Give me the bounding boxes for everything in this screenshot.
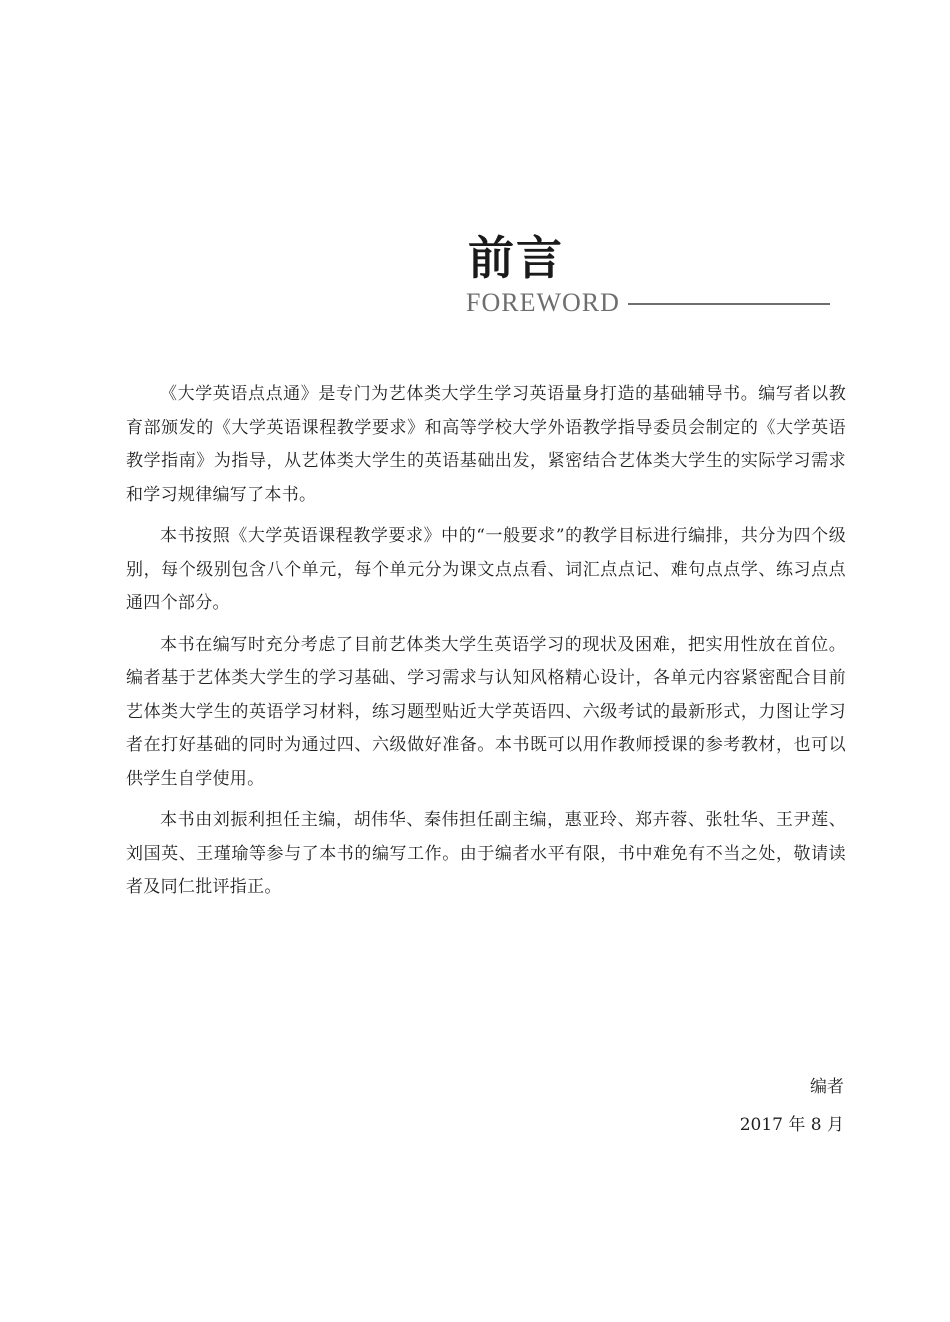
signature-date: 2017 年 8 月 [739,1115,844,1135]
signature-author: 编者 [810,1077,844,1097]
subtitle-row [466,288,846,318]
paragraph-3: 本书在编写时充分考虑了目前艺体类大学生英语学习的现状及困难，把实用性放在首位。编者基于艺体类大学生的学习基础、学习需求与认知风格精心设计，各单元内容紧密配合目前艺体类大学生的英语学习材料，练习题型贴近大学英语四、六级考试的最新形式，力图让学习者在打好基础的同时为通过四、六级做好准备。本书既可以用作教师授课的参考教材，也可以供学生自学使用。 [126,634,846,789]
page-subtitle: FOREWORD [466,288,620,317]
signature-block [740,1068,844,1144]
title-block [466,228,846,318]
title-divider [628,303,830,305]
paragraph-4: 本书由刘振利担任主编，胡伟华、秦伟担任副主编，惠亚玲、郑卉蓉、张牡华、王尹莲、刘国英、王瑾瑜等参与了本书的编写工作。由于编者水平有限，书中难免有不当之处，敬请读者及同仁批评指正。 [126,810,846,897]
paragraph-1: 《大学英语点点通》是专门为艺体类大学生学习英语量身打造的基础辅导书。编写者以教育部颁发的《大学英语课程教学要求》和高等学校大学外语教学指导委员会制定的《大学英语教学指南》为指导，从艺体类大学生的英语基础出发，紧密结合艺体类大学生的实际学习需求和学习规律编写了本书。 [126,384,846,505]
page-title: 前言 [468,231,564,285]
paragraph-2: 本书按照《大学英语课程教学要求》中的“一般要求”的教学目标进行编排，共分为四个级别，每个级别包含八个单元，每个单元分为课文点点看、词汇点点记、难句点点学、练习点点通四个部分。 [126,526,846,613]
body-text [126,378,846,913]
